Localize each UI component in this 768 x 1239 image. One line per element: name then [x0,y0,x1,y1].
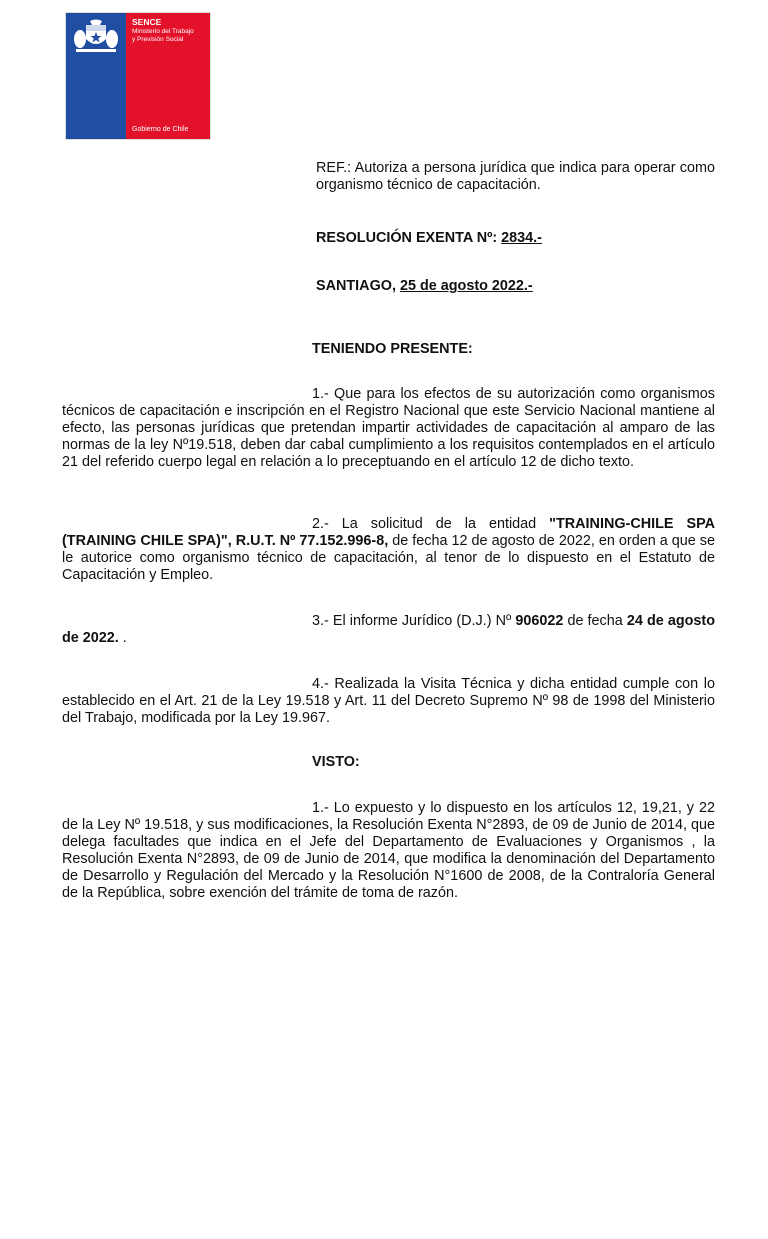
heading-teniendo-presente: TENIENDO PRESENTE: [312,341,473,357]
entity-name: "TRAINING-CHILE SPA (TRAINING CHILE SPA)", R.U.T. Nº 77.152.996-8, [62,516,716,549]
resolution-number [316,230,542,247]
resolution-label: RESOLUCIÓN EXENTA Nº: [316,230,502,246]
logo-ministry-line2: y Previsión Social [132,36,184,43]
considerando-2 [62,516,715,584]
logo-ministry-line1: Ministerio del Trabajo [132,28,194,35]
legal-report-date: 24 de agosto de 2022. [62,613,715,646]
sence-logo [65,12,211,140]
reference-text: REF.: Autoriza a persona jurídica que indica para operar como organismo técnico de capacitación. [316,160,715,193]
considerando-3-text-c: . [118,630,127,646]
considerando-2-text-b: de fecha 12 de agosto de 2022, en orden a que se le autorice como organismo técnico de capacitación, al tenor de lo dispuesto en el Estatuto de Capacitación y Empleo. [62,533,715,583]
considerando-4-text: 4.- Realizada la Visita Técnica y dicha entidad cumple con lo establecido en el Art. 21 de la Ley 19.518 y Art. 11 del Decreto Supremo Nº 98 de 1998 del Ministerio del Trabajo, modificada por la Ley 19.967. [62,676,715,726]
place-city: SANTIAGO, [316,278,400,294]
considerando-1-text: 1.- Que para los efectos de su autorización como organismos técnicos de capacitación e inscripción en el Registro Nacional que este Servicio Nacional mantiene al efecto, las personas jurídicas que pretendan impartir actividades de capacitación al amparo de las normas de la ley Nº19.518, deben dar cabal cumplimiento a los requisitos contemplados en el artículo 21 del referido cuerpo legal en relación a lo preceptuando en el artículo 12 de dicho texto. [62,386,715,470]
visto-1 [62,800,715,902]
considerando-2-text-a: 2.- La solicitud de la entidad [312,516,550,532]
considerando-4 [62,676,715,727]
considerando-3-text-b: de fecha [563,613,627,629]
logo-government: Gobierno de Chile [132,126,189,133]
visto-1-text: 1.- Lo expuesto y lo dispuesto en los artículos 12, 19,21, y 22 de la Ley Nº 19.518, y sus modificaciones, la Resolución Exenta N°2893, de 09 de Junio de 2014, que delega facultades que indica en el Jefe del Departamento de Evaluaciones y Organismos , la Resolución Exenta N°2893, de 09 de Junio de 2014, que modifica la denominación del Departamento de Desarrollo y Regulación del Mercado y la Resolución N°1600 de 2008, de la Contraloría General de la República, sobre exención del trámite de toma de razón. [62,800,715,901]
place-date [316,278,533,295]
logo-blue-panel [66,13,126,139]
considerando-1 [62,386,715,471]
logo-red-panel [126,13,210,139]
considerando-3-text-a: 3.- El informe Jurídico (D.J.) Nº [312,613,516,629]
resolution-value: 2834.- [501,230,542,246]
legal-report-number: 906022 [515,613,564,629]
considerando-3 [62,613,715,647]
logo-name: SENCE [132,17,162,27]
resolution-date: 25 de agosto 2022.- [399,278,533,294]
coat-of-arms-icon [72,19,120,55]
heading-visto: VISTO: [312,754,360,770]
